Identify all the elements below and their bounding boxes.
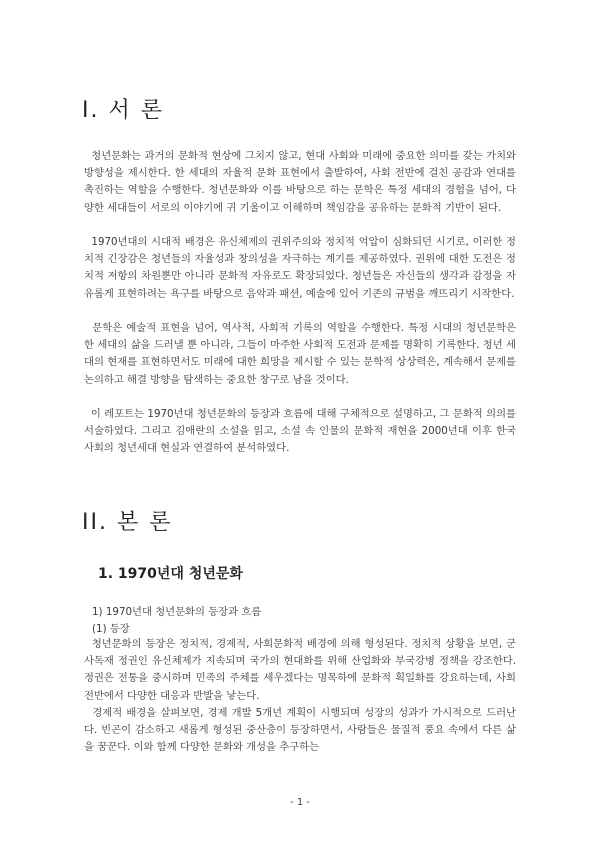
- intro-paragraph-4: 이 레포트는 1970년대 청년문화의 등장과 흐름에 대해 구체적으로 설명하고, 그 문화적 의의를 서술하였다. 그리고 김애란의 소설을 읽고, 소설 속 인물의 문화적 재현을 2000년대 이후 한국 사회의 청년세대 현실과 연결하여 분석하였다.: [84, 408, 516, 455]
- chapter-paragraph-2: 경제적 배경을 살펴보면, 경제 개발 5개년 계획이 시행되며 성장의 성과가 가시적으로 드러난다. 빈곤이 감소하고 새롭게 형성된 중산층이 등장하면서, 사람들은 물질적 풍요 속에서 다른 삶을 꿈꾼다. 이와 함께 다양한 문화와 개성을 추구하는: [84, 707, 516, 754]
- chapter-title: 1. 1970년대 청년문화: [98, 566, 243, 582]
- intro-paragraph-1: 청년문화는 과거의 문화적 현상에 그치지 않고, 현대 사회와 미래에 중요한 의미를 갖는 가치와 방향성을 제시한다. 한 세대의 자율적 문화 표현에서 출발하여, 사회 전반에 걸친 공감과 연대를 촉진하는 역할을 수행한다. 청년문화와 이를 바탕으로 하는 문학은 특정 세대의 경험을 넘어, 다양한 세대들이 서로의 이야기에 귀 기울이고 이해하며 책임감을 공유하는 문화적 기반이 된다.: [84, 150, 516, 214]
- chapter-paragraph-1: 청년문화의 등장은 정치적, 경제적, 사회문화적 배경에 의해 형성된다. 정치적 상황을 보면, 군사독재 정권인 유신체제가 지속되며 국가의 현대화를 위해 산업화와 부국강병 정책을 강조한다. 정권은 전통을 중시하며 민족의 주체를 세우겠다는 명목하에 문화적 획일화를 강요하는데, 사회 전반에서 다양한 대응과 반발을 낳는다.: [84, 638, 516, 702]
- subsubsection-heading: (1) 등장: [92, 623, 130, 635]
- page-number: - 1 -: [290, 797, 310, 808]
- intro-heading: I. 서 론: [82, 98, 164, 123]
- intro-paragraph-3: 문학은 예술적 표현을 넘어, 역사적, 사회적 기록의 역할을 수행한다. 특정 시대의 청년문학은 한 세대의 삶을 드러낼 뿐 아니라, 그들이 마주한 사회적 도전과 문제를 명확히 기록한다. 청년 세대의 현재를 표현하면서도 미래에 대한 희망을 제시할 수 있는 문학적 상상력은, 계속해서 문제를 논의하고 해결 방향을 탐색하는 중요한 창구로 남을 것이다.: [84, 322, 516, 386]
- subsection-heading: 1) 1970년대 청년문화의 등장과 흐름: [92, 606, 262, 618]
- intro-paragraph-2: 1970년대의 시대적 배경은 유신체제의 권위주의와 정치적 억압이 심화되던 시기로, 이러한 정치적 긴장감은 청년들의 자율성과 창의성을 자극하는 계기를 제공하였다. 권위에 대한 도전은 정치적 저항의 차원뿐만 아니라 문화적 자유로도 확장되었다. 청년들은 자신들의 생각과 감정을 자유롭게 표현하려는 욕구를 바탕으로 음악과 패션, 예술에 있어 기존의 규범을 깨뜨리기 시작한다.: [84, 236, 516, 300]
- body-heading: II. 본 론: [82, 510, 173, 535]
